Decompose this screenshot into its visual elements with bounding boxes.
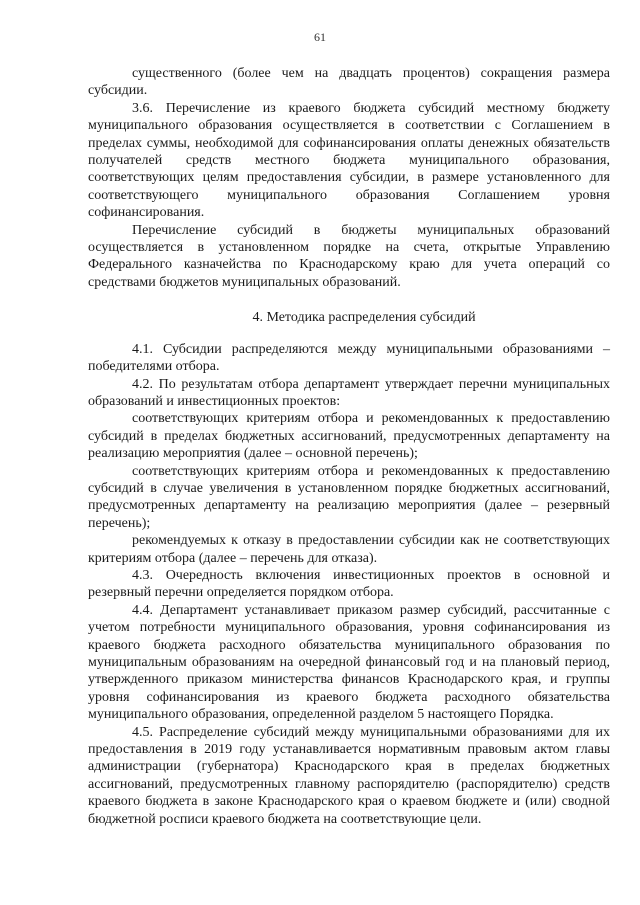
list-item-reserve-list: соответствующих критериям отбора и рекомендованных к предоставлению субсидий в случае увеличения в установленном порядке бюджетных ассигнований, предусмотренных департаменту на реализацию мероприятия (далее – резервный перечень); <box>88 463 610 531</box>
document-body <box>88 65 610 828</box>
list-item-refusal-list: рекомендуемых к отказу в предоставлении субсидии как не соответствующих критериям отбора (далее – перечень для отказа). <box>88 533 610 566</box>
paragraph-4-1: 4.1. Субсидии распределяются между муниципальными образованиями – победителями отбора. <box>88 341 610 375</box>
page-number: 61 <box>314 30 326 44</box>
paragraph-4-2: 4.2. По результатам отбора департамент утверждает перечни муниципальных образований и инвестиционных проектов: <box>88 376 610 409</box>
paragraph-4-4: 4.4. Департамент устанавливает приказом размер субсидий, рассчитанные с учетом потребности муниципального образования, уровня софинансирования из краевого бюджета расходного обязательства муниципального образования по муниципальным образованиям на очередной финансовый год и на плановый период, утвержденного приказом министерства финансов Краснодарского края, и группы уровня софинансирования из краевого бюджета расходного обязательства муниципального образования, определенной разделом 5 настоящего Порядка. <box>88 602 610 723</box>
list-item-main-list: соответствующих критериям отбора и рекомендованных к предоставлению субсидий в пределах бюджетных ассигнований, предусмотренных департаменту на реализацию мероприятия (далее – основной перечень); <box>88 411 610 462</box>
section-title: 4. Методика распределения субсидий <box>252 310 476 326</box>
paragraph-4-3: 4.3. Очередность включения инвестиционных проектов в основной и резервный перечни определяется порядком отбора. <box>88 567 610 601</box>
paragraph-4-5: 4.5. Распределение субсидий между муниципальными образованиями для их предоставления в 2019 году устанавливается нормативным правовым актом главы администрации (губернатора) Краснодарского края в пределах бюджетных ассигнований, предусмотренных главному распорядителю (распорядителю) средств краевого бюджета в законе Краснодарского края о краевом бюджете и (или) сводной бюджетной росписи краевого бюджета на соответствующие цели. <box>88 724 610 827</box>
paragraph-continuation: существенного (более чем на двадцать процентов) сокращения размера субсидии. <box>88 66 610 99</box>
paragraph-3-6: 3.6. Перечисление из краевого бюджета субсидий местному бюджету муниципального образования осуществляется в соответствии с Соглашением в пределах суммы, необходимой для софинансирования оплаты денежных обязательств получателей средств местного бюджета муниципального образования, соответствующих целям предоставления субсидии, в размере установленного для соответствующего муниципального образования Соглашением уровня софинансирования. <box>88 100 610 221</box>
paragraph-transfer: Перечисление субсидий в бюджеты муниципальных образований осуществляется в установленном порядке на счета, открытые Управлению Федерального казначейства по Краснодарскому краю для учета операций со средствами бюджетов муниципальных образований. <box>88 222 610 290</box>
